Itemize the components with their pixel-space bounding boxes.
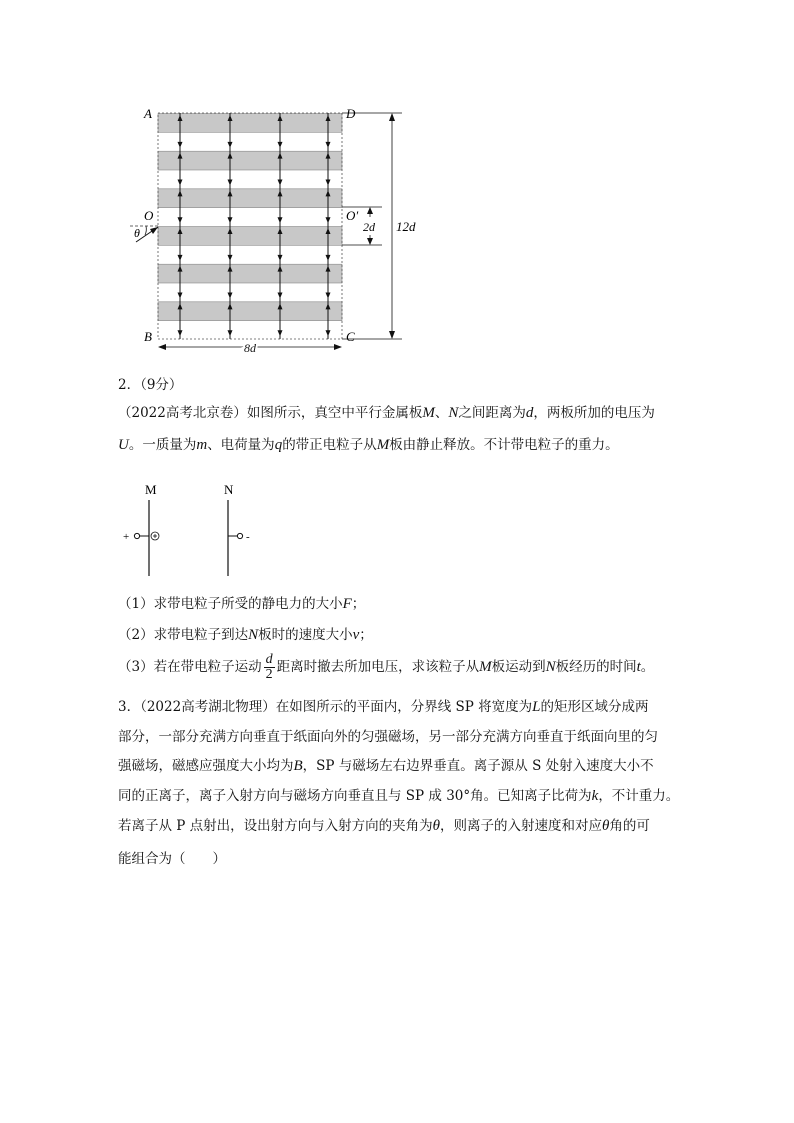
arrow-down-icon [326,180,331,186]
arrow-down-icon [178,330,183,336]
q2-sub3: （3）若在带电粒子运动 $\frac{d}{2}$ 距离时撤去所加电压，求该粒子从M板运动到N板经历的时间t。 [118,652,655,682]
gray-stripes [158,114,342,321]
arrow-down-icon [178,255,183,261]
q2-sub2: （2）求带电粒子到达N板时的速度大小v； [118,627,373,643]
minus-terminal [237,533,242,538]
label-12d: 12d [396,219,416,234]
plates-figure [118,478,278,580]
arrow-down-icon [228,180,233,186]
gray-stripe [158,114,342,133]
q2-line1: （2022高考北京卷）如图所示，真空中平行金属板M、N之间距离为d，两板所加的电压为 [118,405,655,421]
arrow-down-icon [228,330,233,336]
arrow-down-icon [228,217,233,223]
label-c: C [346,329,355,344]
arrow-down-icon [178,217,183,223]
q3-line3: 强磁场，磁感应强度大小均为B，SP 与磁场左右边界垂直。离子源从 S 处射入速度大小不 [118,758,654,774]
label-2d: 2d [363,220,375,234]
arrow-down-icon [278,142,283,148]
arrow-down-icon [178,293,183,299]
arrow-down-icon [228,142,233,148]
q2-sub1: （1）求带电粒子所受的静电力的大小F； [118,596,366,612]
label-d: D [346,106,356,121]
q3-line4: 同的正离子，离子入射方向与磁场方向垂直且与 SP 成 30°角。已知离子比荷为k，不计重力。 [118,788,680,804]
arrow-down-icon [278,255,283,261]
gray-stripe [158,151,342,170]
q3-line2: 部分，一部分充满方向垂直于纸面向外的匀强磁场，另一部分充满方向垂直于纸面向里的匀 [118,729,658,745]
gray-stripe [158,264,342,283]
theta-arc [145,226,146,235]
arrow-down-icon [326,330,331,336]
q2-header: 2．（9分） [118,377,183,393]
gray-stripe [158,302,342,321]
label-b: B [144,329,152,344]
arrow-down-icon [326,255,331,261]
plus-terminal [134,533,139,538]
dim-12d-arrow-top [389,113,395,121]
arrow-down-icon [278,217,283,223]
label-theta: θ [134,226,140,240]
dim-2d-arrow-bottom [367,238,373,245]
arrow-down-icon [178,180,183,186]
fraction-d-over-2: $\frac{d}{2}$ [265,652,273,682]
plus-terminal-sign: + [123,531,130,543]
dim-8d-arrow-left [158,344,166,350]
label-o: O [144,208,154,223]
incident-arrow-head [150,227,158,234]
q3-line6: 能组合为（ ） [118,851,226,867]
arrow-down-icon [178,142,183,148]
label-o-prime: O′ [346,208,359,223]
arrow-down-icon [278,180,283,186]
gray-stripe [158,227,342,246]
dim-8d-arrow-right [334,344,342,350]
dim-12d-arrow-bottom [389,331,395,339]
arrow-down-icon [228,293,233,299]
label-a: A [144,106,152,121]
arrow-down-icon [278,330,283,336]
arrow-down-icon [228,255,233,261]
arrow-down-icon [278,293,283,299]
q3-line1: 3．（2022高考湖北物理）在如图所示的平面内，分界线 SP 将宽度为L的矩形区域分成两 [118,699,649,715]
gray-stripe [158,189,342,208]
field-region-figure [130,100,420,358]
q2-line2: U。一质量为m、电荷量为q的带正电粒子从M板由静止释放。不计带电粒子的重力。 [118,437,619,453]
plate-n-label: N [224,482,234,497]
arrow-down-icon [326,142,331,148]
dim-2d-arrow-top [367,207,373,214]
arrow-down-icon [326,293,331,299]
label-8d: 8d [244,341,256,355]
arrow-down-icon [326,217,331,223]
minus-terminal-sign: - [246,531,250,543]
q3-line5: 若离子从 P 点射出，设出射方向与入射方向的夹角为θ，则离子的入射速度和对应θ角的可 [118,818,650,834]
plate-m-label: M [145,482,157,497]
